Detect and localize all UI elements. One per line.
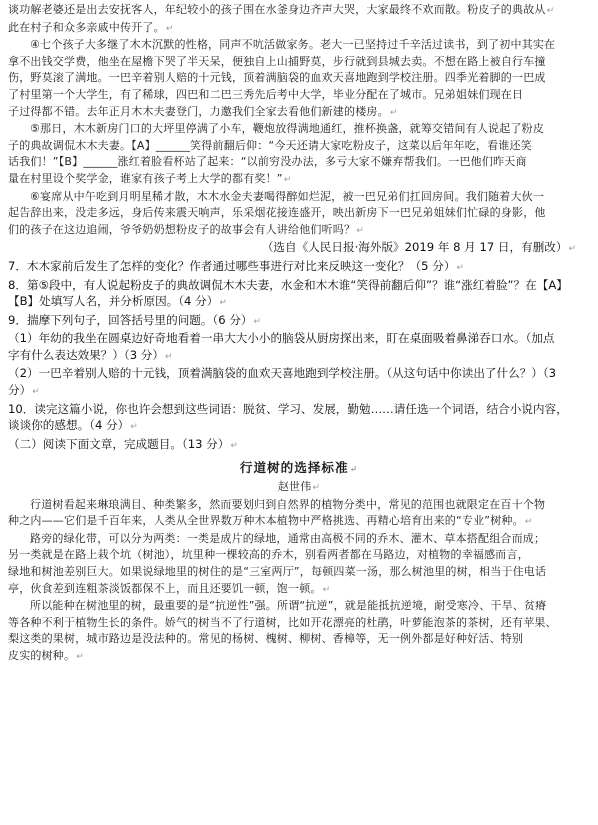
- article-line: 等各种不利于植物生长的条件。娇气的树当不了行道树，比如开花漂亮的杜鹃，叶萝能泡茶的茶树，还有苹果、: [8, 615, 557, 629]
- story-paragraph-5: ⑤那日，木木新房门口的大坪里停满了小车，鞭炮放得满地通红，推杯换盏，就筹交错间有人说起了粉皮: [30, 122, 545, 136]
- article-line: 梨这类的果树，城市路边是没法种的。常见的杨树、槐树、柳树、香樟等，无一例外都是好种好活、特别: [8, 632, 524, 646]
- story-line: 子过得都不错。去年正月木木夫妻登门，力邀我们全家去看他们新建的楼房。↵: [8, 104, 398, 118]
- article-title: 行道树的选择标准↵: [239, 460, 359, 476]
- article-paragraph-1: 行道树看起来琳琅满目、种类繁多，然而要划归到自然界的植物分类中，常见的范围也就限定在百十个物: [30, 497, 546, 511]
- article-paragraph-3: 所以能种在树池里的树，最重要的是“抗逆性”强。所谓“抗逆”，就是能抵抗逆境，耐受寒冷、干旱、贫瘠: [30, 599, 547, 613]
- article-body: [8, 497, 590, 666]
- question-list: [8, 258, 590, 455]
- story-paragraph-4: ④七个孩子大多继了木木沉默的性格，同声不吭活做家务。老大一已坚持过千辛活过读书，到了初中其实在: [30, 38, 556, 52]
- question-9-1-cont: 字有什么表达效果？）（3 分）↵: [8, 347, 173, 362]
- question-9-2-cont: 分）↵: [8, 383, 40, 398]
- story-line: 起告辞出来，没走多远，身后传来震天响声，乐采烟花接连盛开，映出新房下一巴兄弟姐妹们忙碌的身影，他: [8, 206, 546, 220]
- article-line: 另一类就是在路上栽个坑（树池），坑里种一棵较高的乔木，别看两者都在马路边，对植物的幸福感而言，: [8, 548, 529, 562]
- article-line: 亭，伙食差到连粗茶淡饭都保不上，而且还要饥一顿，饱一顿。↵: [8, 581, 331, 595]
- question-9-2: （2）一巴辛着别人赔的十元钱，顶着满脑袋的血欢天喜地跑到学校注册。（从这句话中你读出了什么？）（3: [8, 366, 557, 381]
- article-line: 皮实的树种。↵: [8, 648, 84, 662]
- section-heading: （二）阅读下面文章，完成题目。（13 分）↵: [8, 436, 238, 451]
- story-line: 了村里第一个大学生，有了稀球，四巴和二巴三秀先后考中大学，毕业分配在了城市。兄弟姐妹们现在日: [8, 87, 524, 101]
- story-paragraph-6: ⑥宴席从中午吃到月明星稀才散，木木水金夫妻喝得醉如烂泥，被一巴兄弟们扛回房间。我们随着大伙一: [30, 189, 545, 203]
- source-citation: （选自《人民日报·海外版》2019 年 8 月 17 日，有删改）↵: [261, 240, 576, 255]
- story-line: 话我们！”【B】______涨红着脸看杯站了起来：“以前穷没办法，多亏大家不嫌弃帮我们。一巴他们昨天商: [8, 155, 527, 169]
- article-author: 赵世伟↵: [277, 480, 321, 494]
- article-paragraph-2: 路旁的绿化带，可以分为两类：一类是成片的绿地，通常由高极不同的乔木、灌木、草本搭配组合而成；: [30, 531, 546, 545]
- story-line: 们的孩子在这边追闹，爷爷奶奶想粉皮子的故事会有人讲给他们听吗？↵: [8, 222, 364, 236]
- story-line: 拿不出钱交学费，他坐在屋檐下哭了半天呆，便独自上山捕野莫，步行就到县城去卖。不想在路上被自行车撞: [8, 54, 546, 68]
- story-text: [8, 2, 590, 239]
- story-line: 此在村子和众多亲戚中传开了。↵: [8, 20, 174, 34]
- story-line: 谈功解老婆还是出去安抚客人，年纪较小的孩子围在水釜身边齐声大哭，大家最终不欢而散。粉皮子的典故从↵: [8, 3, 555, 16]
- article-line: 种之内——它们是千百年来，人类从全世界数万种木本植物中严格挑选、再精心培育出来的“专业”树种。↵: [8, 514, 533, 528]
- question-8: 8．第⑤段中，有人说起粉皮子的典故调侃木木夫妻，水金和木木谁“笑得前翻后仰”？谁“涨红着脸”？在【A】: [8, 277, 568, 292]
- question-9: 9．揣摩下列句子，回答括号里的问题。（6 分）↵: [8, 312, 262, 327]
- question-8-cont: 【B】处填写人名，并分析原因。（4 分）↵: [8, 294, 227, 309]
- question-10: 10．读完这篇小说，你也许会想到这些词语：脱贫、学习、发展，勤勉……请任选一个词语，结合小说内容，: [8, 401, 568, 416]
- question-10-cont: 谈谈你的感想。（4 分）↵: [8, 418, 138, 433]
- story-line: 量在村里设个奖学金，谁家有孩子考上大学的都有奖！”↵: [8, 171, 292, 185]
- article-line: 绿地和树池差别巨大。如果说绿地里的树住的是“三室两厅”，每顿四菜一汤，那么树池里的树，相当于住电话: [8, 565, 547, 578]
- question-7: 7．木木家前后发生了怎样的变化？作者通过哪些事进行对比来反映这一变化？（5 分）↵: [8, 258, 464, 273]
- story-line: 子的典故调侃木木夫妻。【A】______笑得前翻后仰：“今天还请大家吃粉皮子，这菜以后年年吃，看谁还笑: [8, 138, 532, 152]
- story-line: 伤，野莫滚了满地。一巴辛着别人赔的十元钱，顶着满脑袋的血欢天喜地跑到学校注册。四季光着脚的一巴成: [8, 71, 546, 85]
- question-9-1: （1）年幼的我坐在圆桌边好奇地看着一串大大小小的脑袋从厨房探出来，盯在桌面吸着鼻涕吞口水。（加点: [8, 331, 555, 346]
